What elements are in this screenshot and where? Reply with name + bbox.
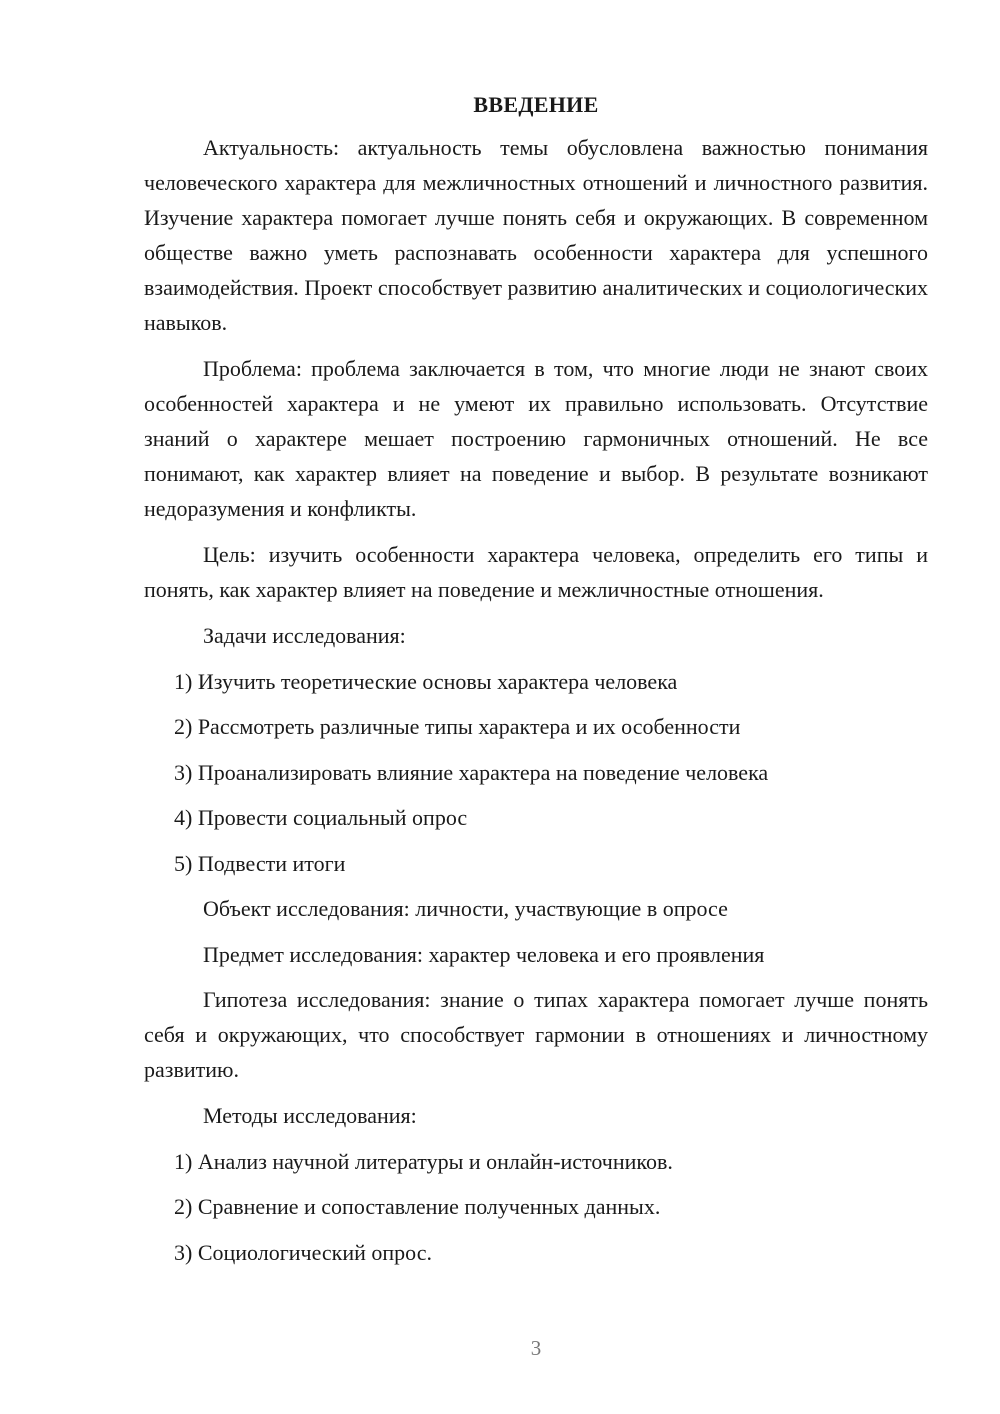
document-page: [144, 90, 928, 1280]
task-item: 4) Провести социальный опрос: [174, 805, 468, 830]
methods-heading: Методы исследования:: [203, 1103, 417, 1128]
hypothesis-paragraph: Гипотеза исследования: знание о типах характера помогает лучше понять себя и окружающих, что способствует гармонии в отношениях и личностному развитию.: [144, 987, 928, 1082]
method-item: 2) Сравнение и сопоставление полученных данных.: [174, 1194, 661, 1219]
goal-paragraph: Цель: изучить особенности характера человека, определить его типы и понять, как характер влияет на поведение и межличностные отношения.: [144, 542, 928, 602]
method-item: 3) Социологический опрос.: [174, 1239, 432, 1265]
method-item: 1) Анализ научной литературы и онлайн-источников.: [174, 1148, 673, 1174]
task-item: 2) Рассмотреть различные типы характера и их особенности: [174, 714, 741, 739]
research-object: Объект исследования: личности, участвующие в опросе: [203, 896, 728, 921]
problem-paragraph: Проблема: проблема заключается в том, что многие люди не знают своих особенностей характера и не умеют их правильно использовать. Отсутствие знаний о характере мешает построению гармоничных отношений. Не все понимают, как характер влияет на поведение и выбор. В результате возникают недоразумения и конфликты.: [144, 356, 928, 521]
relevance-paragraph: Актуальность: актуальность темы обусловлена важностью понимания человеческого характера для межличностных отношений и личностного развития. Изучение характера помогает лучше понять себя и окружающих. В современном обществе важно уметь распознавать особенности характера для успешного взаимодействия. Проект способствует развитию аналитических и социологических навыков.: [144, 135, 928, 335]
section-title: ВВЕДЕНИЕ: [473, 92, 599, 117]
research-subject: Предмет исследования: характер человека и его проявления: [203, 941, 765, 967]
page-number: 3: [530, 1336, 542, 1360]
task-item: 1) Изучить теоретические основы характера человека: [174, 668, 678, 694]
task-item: 3) Проанализировать влияние характера на поведение человека: [174, 759, 769, 785]
tasks-heading: Задачи исследования:: [203, 623, 406, 648]
task-item: 5) Подвести итоги: [174, 850, 346, 876]
